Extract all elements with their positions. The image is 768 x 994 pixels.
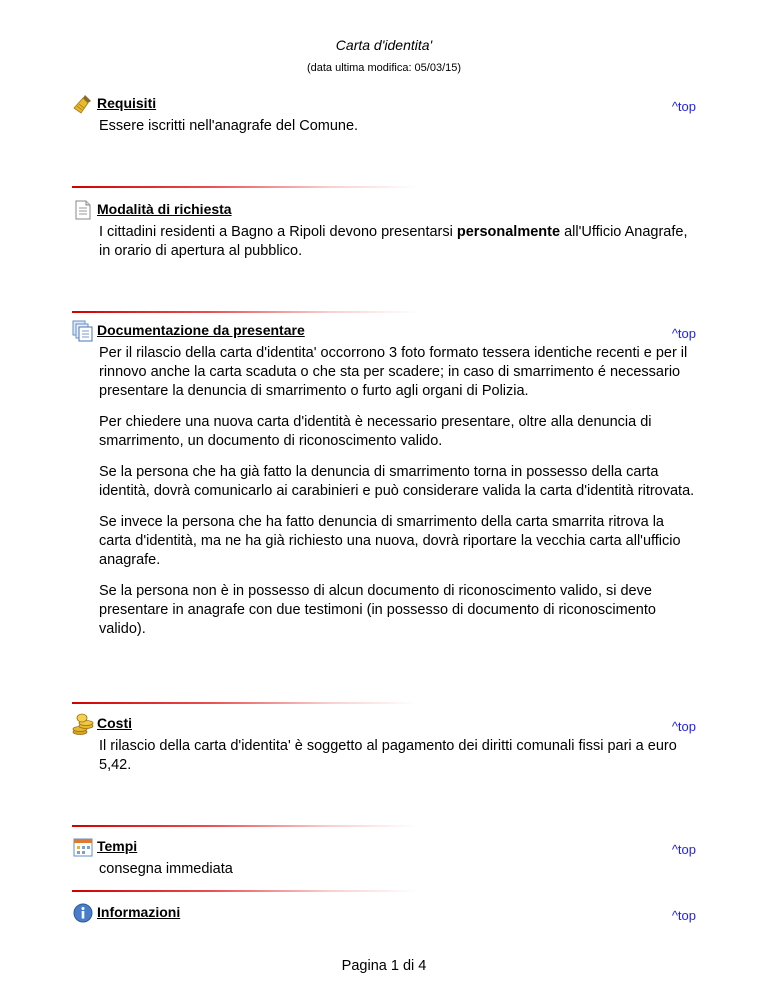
- document-subtitle: (data ultima modifica: 05/03/15): [306, 62, 462, 74]
- documents-icon: [72, 320, 94, 342]
- section-informazioni: [72, 902, 696, 926]
- page-number: Pagina 1 di 4: [341, 958, 427, 974]
- costi-text: Il rilascio della carta d'identita' è soggetto al pagamento dei diritti comunali fissi pari a euro 5,42.: [99, 738, 677, 773]
- top-link-costi[interactable]: ^top: [671, 719, 696, 734]
- section-modalita: [72, 199, 696, 261]
- section-divider: [72, 311, 417, 313]
- broom-icon: [72, 93, 94, 115]
- section-divider: [72, 890, 417, 892]
- section-title-costi: Costi: [97, 715, 132, 731]
- coins-icon: [72, 713, 94, 735]
- documentazione-paragraph: Se la persona che ha già fatto la denuncia di smarrimento torna in possesso della carta identità, dovrà comunicarlo ai carabinieri e può considerare valida la carta d'identità ritrovata.: [99, 464, 695, 499]
- section-requisiti: [72, 93, 696, 136]
- section-title-documentazione: Documentazione da presentare: [97, 322, 305, 338]
- section-title-informazioni: Informazioni: [97, 904, 181, 920]
- section-divider: [72, 825, 417, 827]
- top-link-documentazione[interactable]: ^top: [671, 326, 696, 341]
- top-link-requisiti[interactable]: ^top: [671, 99, 696, 114]
- section-documentazione: [72, 320, 696, 639]
- top-link-informazioni[interactable]: ^top: [671, 908, 696, 923]
- modalita-text: I cittadini residenti a Bagno a Ripoli devono presentarsi personalmente all'Ufficio Anagrafe, in orario di apertura al pubblico.: [99, 224, 688, 259]
- section-title-modalita: Modalità di richiesta: [97, 201, 232, 217]
- top-link-tempi[interactable]: ^top: [671, 842, 696, 857]
- document-title: Carta d'identita': [335, 37, 433, 53]
- section-title-tempi: Tempi: [97, 838, 138, 854]
- tempi-text: consegna immediata: [99, 861, 233, 877]
- documentazione-paragraph: Per il rilascio della carta d'identita' occorrono 3 foto formato tessera identiche recenti e per il rinnovo anche la carta scaduta o che sta per scadere; in caso di smarrimento é necessario presentare la denuncia di smarrimento o furto agli organi di Polizia.: [99, 345, 688, 399]
- info-icon: [72, 902, 94, 924]
- documentazione-paragraph: Se invece la persona che ha fatto denuncia di smarrimento della carta smarrita ritrova la carta d'identità, ma ne ha già richiesto una nuova, dovrà riportare la vecchia carta all'ufficio anagrafe.: [99, 514, 681, 568]
- calendar-icon: [72, 836, 94, 858]
- section-divider: [72, 186, 417, 188]
- document-icon: [72, 199, 94, 221]
- section-title-requisiti: Requisiti: [97, 95, 157, 111]
- requisiti-text: Essere iscritti nell'anagrafe del Comune.: [99, 118, 359, 134]
- documentazione-paragraph: Per chiedere una nuova carta d'identità è necessario presentare, oltre alla denuncia di smarrimento, un documento di riconoscimento valido.: [99, 414, 652, 449]
- documentazione-paragraph: Se la persona non è in possesso di alcun documento di riconoscimento valido, si deve presentare in anagrafe con due testimoni (in possesso di documento di riconoscimento valido).: [99, 583, 656, 637]
- section-divider: [72, 702, 417, 704]
- section-costi: [72, 713, 696, 775]
- section-tempi: [72, 836, 696, 879]
